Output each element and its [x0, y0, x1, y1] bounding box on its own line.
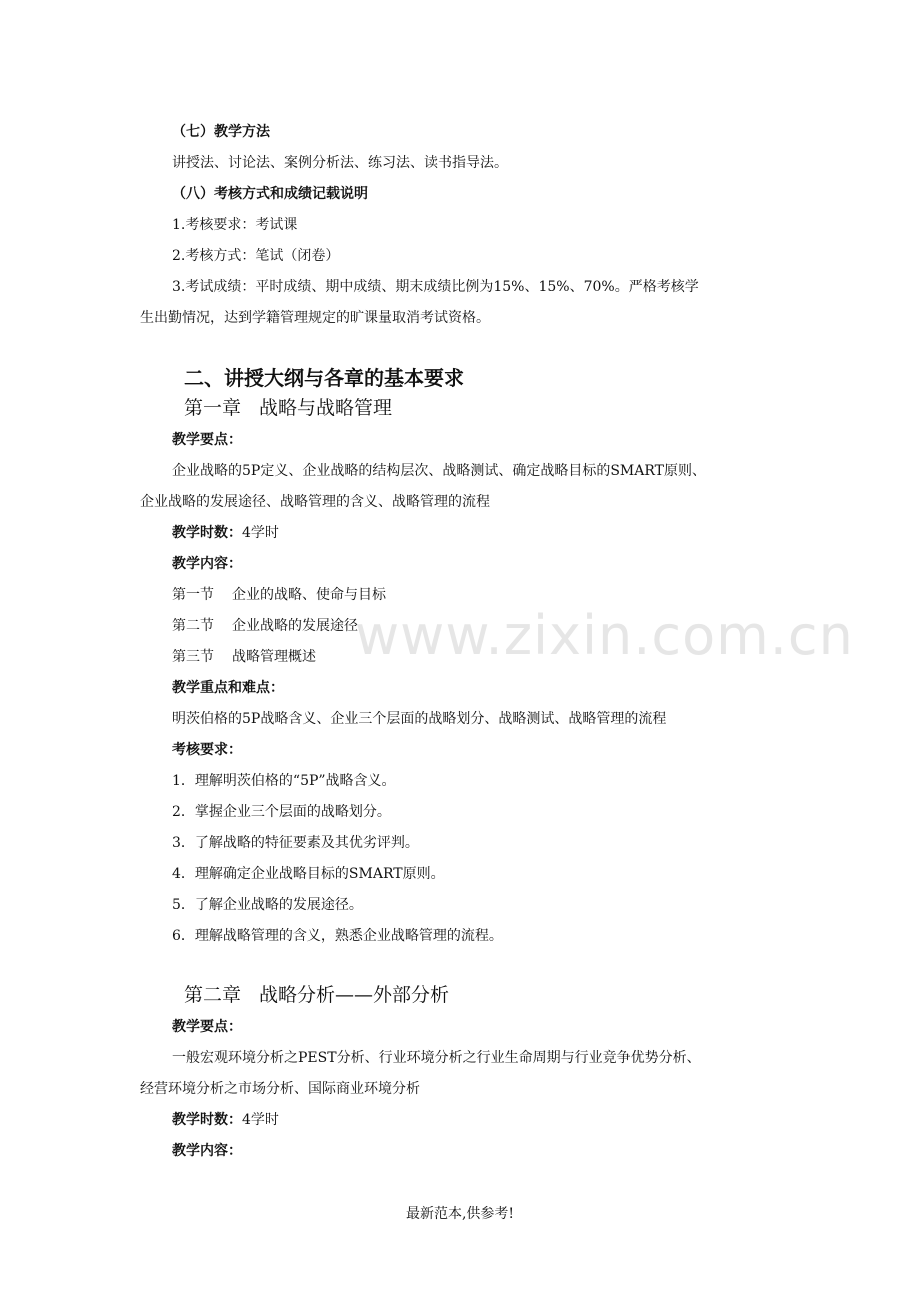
ch2-hours-value: 4学时 — [242, 1112, 279, 1128]
ch1-key-label: 教学重点和难点： — [172, 680, 284, 696]
ch1-hours-label: 教学时数： — [172, 525, 242, 541]
ch1-req-item: 4．理解确定企业战略目标的SMART原则。 — [172, 866, 445, 882]
assessment-item-1: 1.考核要求：考试课 — [172, 217, 298, 233]
ch1-section-2-num: 第二节 — [172, 618, 214, 634]
ch2-hours — [172, 1110, 279, 1130]
ch1-content-label: 教学内容： — [172, 556, 242, 572]
ch2-content-label: 教学内容： — [172, 1143, 242, 1159]
ch1-section-1-num: 第一节 — [172, 587, 214, 603]
ch2-hours-label: 教学时数： — [172, 1112, 242, 1128]
page-footer: 最新范本,供参考! — [405, 1206, 515, 1222]
ch1-points-line-2: 企业战略的发展途径、战略管理的含义、战略管理的流程 — [140, 494, 490, 510]
ch2-points-line-2: 经营环境分析之市场分析、国际商业环境分析 — [140, 1081, 420, 1097]
ch1-section-1 — [172, 585, 386, 605]
ch1-section-3 — [172, 647, 316, 667]
teaching-methods-text: 讲授法、讨论法、案例分析法、练习法、读书指导法。 — [172, 155, 508, 171]
assessment-item-2: 2.考核方式：笔试（闭卷） — [172, 248, 340, 264]
ch1-req-item: 2．掌握企业三个层面的战略划分。 — [172, 804, 391, 820]
chapter-1-title: 战略与战略管理 — [259, 397, 393, 419]
chapter-1-heading — [184, 395, 392, 421]
section-heading-teaching-methods: （七）教学方法 — [172, 124, 270, 140]
chapter-2-number: 第二章 — [184, 984, 242, 1006]
ch1-section-2 — [172, 616, 358, 636]
ch1-points-line-1: 企业战略的5P定义、企业战略的结构层次、战略测试、确定战略目标的SMART原则、 — [172, 463, 706, 479]
part-2-heading: 二、讲授大纲与各章的基本要求 — [184, 366, 464, 390]
ch2-points-label: 教学要点： — [172, 1019, 242, 1035]
ch1-points-label: 教学要点： — [172, 432, 242, 448]
ch1-section-3-title: 战略管理概述 — [232, 649, 316, 665]
ch1-section-3-num: 第三节 — [172, 649, 214, 665]
section-heading-assessment: （八）考核方式和成绩记载说明 — [172, 186, 368, 202]
ch1-hours — [172, 523, 279, 543]
assessment-item-3-line-2: 生出勤情况，达到学籍管理规定的旷课量取消考试资格。 — [140, 310, 490, 326]
ch1-req-label: 考核要求： — [172, 742, 242, 758]
chapter-2-heading — [184, 982, 449, 1008]
chapter-1-number: 第一章 — [184, 397, 242, 419]
ch1-section-1-title: 企业的战略、使命与目标 — [232, 587, 386, 603]
ch1-req-item: 1．理解明茨伯格的“5P”战略含义。 — [172, 773, 396, 789]
chapter-2-title: 战略分析——外部分析 — [259, 984, 450, 1006]
ch1-req-item: 5．了解企业战略的发展途径。 — [172, 897, 363, 913]
ch1-hours-value: 4学时 — [242, 525, 279, 541]
ch2-points-line-1: 一般宏观环境分析之PEST分析、行业环境分析之行业生命周期与行业竞争优势分析、 — [172, 1050, 701, 1066]
ch1-section-2-title: 企业战略的发展途径 — [232, 618, 358, 634]
watermark: www.zixin.com.cn — [355, 604, 854, 667]
assessment-item-3-line-1: 3.考试成绩：平时成绩、期中成绩、期末成绩比例为15%、15%、70%。严格考核学 — [172, 279, 699, 295]
ch1-req-item: 6．理解战略管理的含义，熟悉企业战略管理的流程。 — [172, 928, 503, 944]
ch1-key-text: 明茨伯格的5P战略含义、企业三个层面的战略划分、战略测试、战略管理的流程 — [172, 711, 667, 727]
ch1-req-item: 3．了解战略的特征要素及其优劣评判。 — [172, 835, 419, 851]
